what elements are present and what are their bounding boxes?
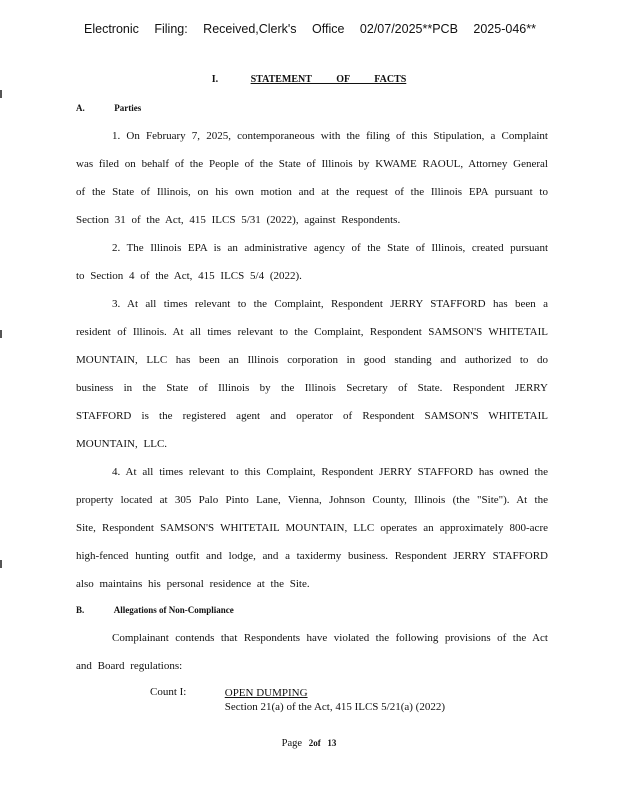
- paragraph-1: 1. On February 7, 2025, contemporaneous with the filing of this Stipulation, a Complaint was filed on behalf of the People of the State of Illinois by KWAME RAOUL, Attorney General of the State of Illinois, on his own motion and at the request of the Illinois EPA pursuant to Section 31 of the Act, 415 ILCS 5/31 (2022), against Respondents.: [76, 130, 548, 226]
- subsection-a-title: Parties: [114, 103, 142, 113]
- count-text: [225, 686, 445, 714]
- page-footer: [0, 738, 618, 749]
- parties-paragraphs: [76, 122, 548, 598]
- section-number: I.: [211, 74, 219, 85]
- allegations-intro: [76, 624, 548, 680]
- section-heading: [0, 74, 618, 85]
- subsection-a-heading: [76, 103, 141, 113]
- section-title: STATEMENT OF FACTS: [250, 74, 407, 85]
- subsection-b-title: Allegations of Non-Compliance: [113, 605, 234, 615]
- allegations-intro-text: Complainant contends that Respondents have violated the following provisions of the Act and Board regulations:: [76, 632, 548, 672]
- paragraph-4: 4. At all times relevant to this Complaint, Respondent JERRY STAFFORD has owned the property located at 305 Palo Pinto Lane, Vienna, Johnson County, Illinois (the "Site"). At the Site, Respondent SAMSON'S WHITETAIL MOUNTAIN, LLC operates an approximately 800-acre high-fenced hunting outfit and lodge, and a taxidermy business. Respondent JERRY STAFFORD also maintains his personal residence at the Site.: [76, 466, 548, 590]
- scan-edge-mark: [0, 90, 2, 98]
- subsection-a-letter: A.: [76, 103, 85, 113]
- count-label: Count I:: [150, 686, 187, 698]
- paragraph-2: 2. The Illinois EPA is an administrative agency of the State of Illinois, created pursuant to Section 4 of the Act, 415 ILCS 5/4 (2022).: [76, 242, 548, 282]
- subsection-b-letter: B.: [76, 605, 85, 615]
- page-word: Page: [281, 738, 303, 749]
- count-name: OPEN DUMPING: [224, 687, 308, 699]
- count-citation: Section 21(a) of the Act, 415 ILCS 5/21(a) (2022): [224, 701, 446, 713]
- scan-edge-mark: [0, 560, 2, 568]
- count-entry: [150, 686, 550, 714]
- subsection-b-heading: [76, 605, 234, 615]
- filing-header: Electronic Filing: Received,Clerk's Office 02/07/2025**PCB 2025-046**: [84, 22, 536, 36]
- page-number: 2: [308, 738, 314, 748]
- of-word: of: [313, 738, 321, 748]
- scan-edge-mark: [0, 330, 2, 338]
- page-total: 13: [327, 738, 337, 748]
- paragraph-3: 3. At all times relevant to the Complaint, Respondent JERRY STAFFORD has been a resident of Illinois. At all times relevant to the Complaint, Respondent SAMSON'S WHITETAIL MOUNTAIN, LLC has been an Illinois corporation in good standing and authorized to do business in the State of Illinois by the Illinois Secretary of State. Respondent JERRY STAFFORD is the registered agent and operator of Respondent SAMSON'S WHITETAIL MOUNTAIN, LLC.: [76, 298, 548, 450]
